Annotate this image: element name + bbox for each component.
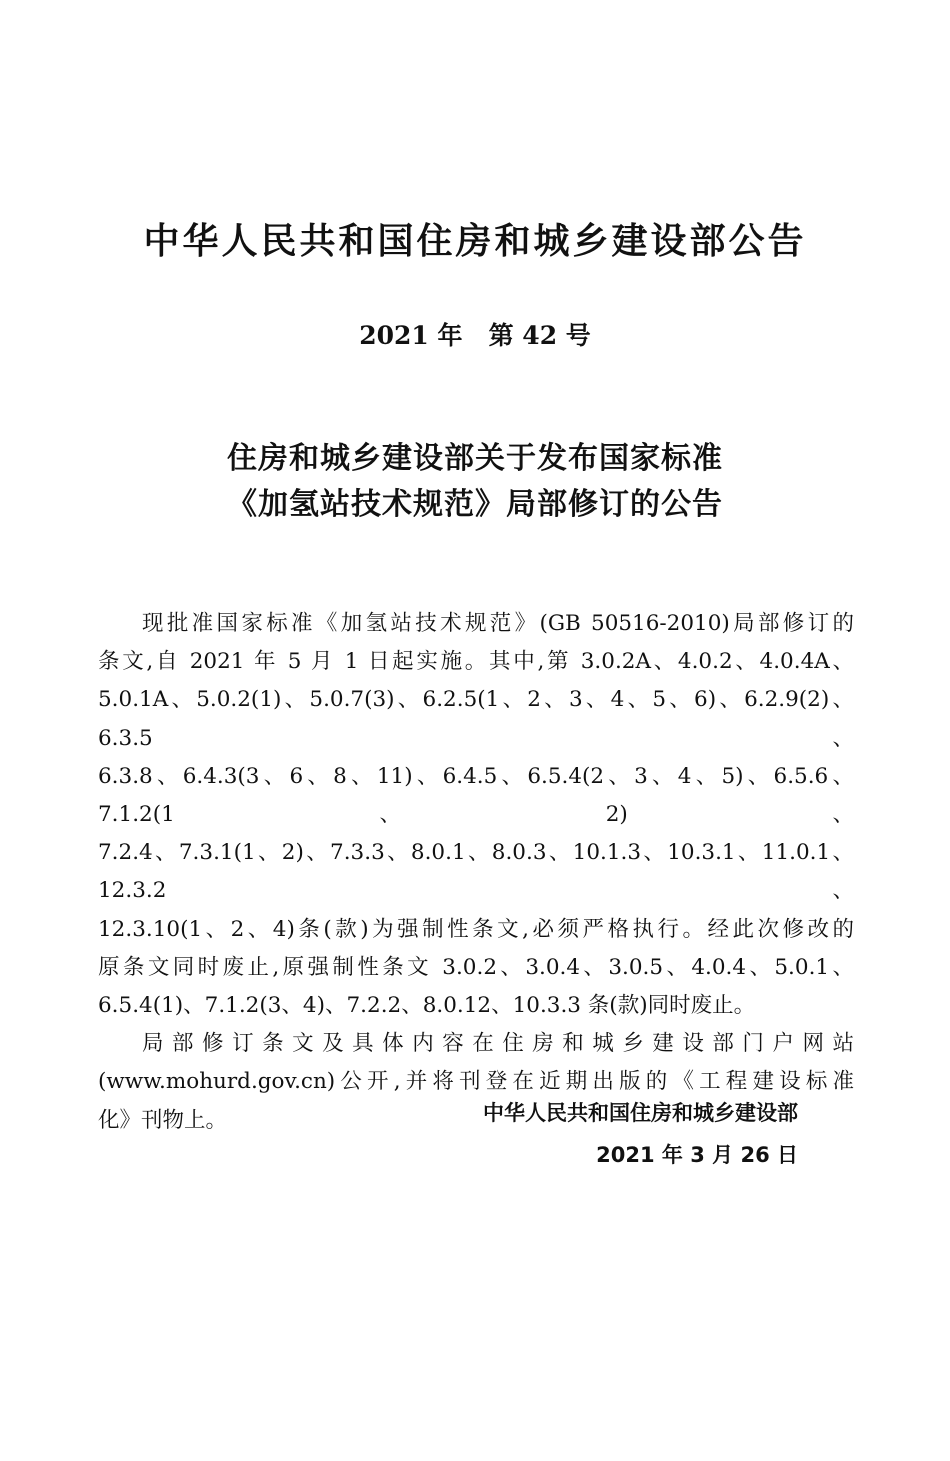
paragraph-1-line: 7.2.4、7.3.1(1、2)、7.3.3、8.0.1、8.0.3、10.1.3、10.3.1、11.0.1、12.3.2、: [98, 840, 854, 904]
issue-date: 2021 年 3 月 26 日: [596, 1143, 798, 1167]
notice-title-line-1: 住房和城乡建设部关于发布国家标准: [227, 441, 723, 476]
paragraph-2-line: 化》刊物上。: [98, 1107, 228, 1133]
paragraph-1-line: 12.3.10(1、2、4)条(款)为强制性条文,必须严格执行。经此次修改的: [98, 916, 854, 942]
issue-number: 2021 年 第 42 号: [359, 321, 591, 350]
paragraph-2-line: (www.mohurd.gov.cn)公开,并将刊登在近期出版的《工程建设标准: [98, 1069, 854, 1095]
notice-title: [0, 436, 950, 528]
paragraph-1-line: 原条文同时废止,原强制性条文 3.0.2、3.0.4、3.0.5、4.0.4、5.0.1、: [98, 954, 854, 980]
paragraph-1-line: 6.5.4(1)、7.1.2(3、4)、7.2.2、8.0.12、10.3.3 条(款)同时废止。: [98, 993, 756, 1019]
notice-title-line-2: 《加氢站技术规范》局部修订的公告: [227, 487, 723, 522]
paragraph-1-line: 条文,自 2021 年 5 月 1 日起实施。其中,第 3.0.2A、4.0.2、4.0.4A、: [98, 649, 854, 675]
paragraph-1-line: 现批准国家标准《加氢站技术规范》(GB 50516-2010)局部修订的: [142, 611, 854, 636]
bulletin-header-title: 中华人民共和国住房和城乡建设部公告: [143, 221, 807, 262]
signature-block: [483, 1092, 798, 1176]
notice-body: [98, 605, 854, 1140]
paragraph-1-line: 5.0.1A、5.0.2(1)、5.0.7(3)、6.2.5(1、2、3、4、5、6)、6.2.9(2)、6.3.5、: [98, 687, 854, 751]
issuer-name: 中华人民共和国住房和城乡建设部: [483, 1101, 798, 1125]
paragraph-1-line: 6.3.8、6.4.3(3、6、8、11)、6.4.5、6.5.4(2、3、4、5)、6.5.6、7.1.2(1、2)、: [98, 763, 854, 828]
paragraph-2-line: 局部修订条文及具体内容在住房和城乡建设部门户网站: [142, 1031, 854, 1057]
